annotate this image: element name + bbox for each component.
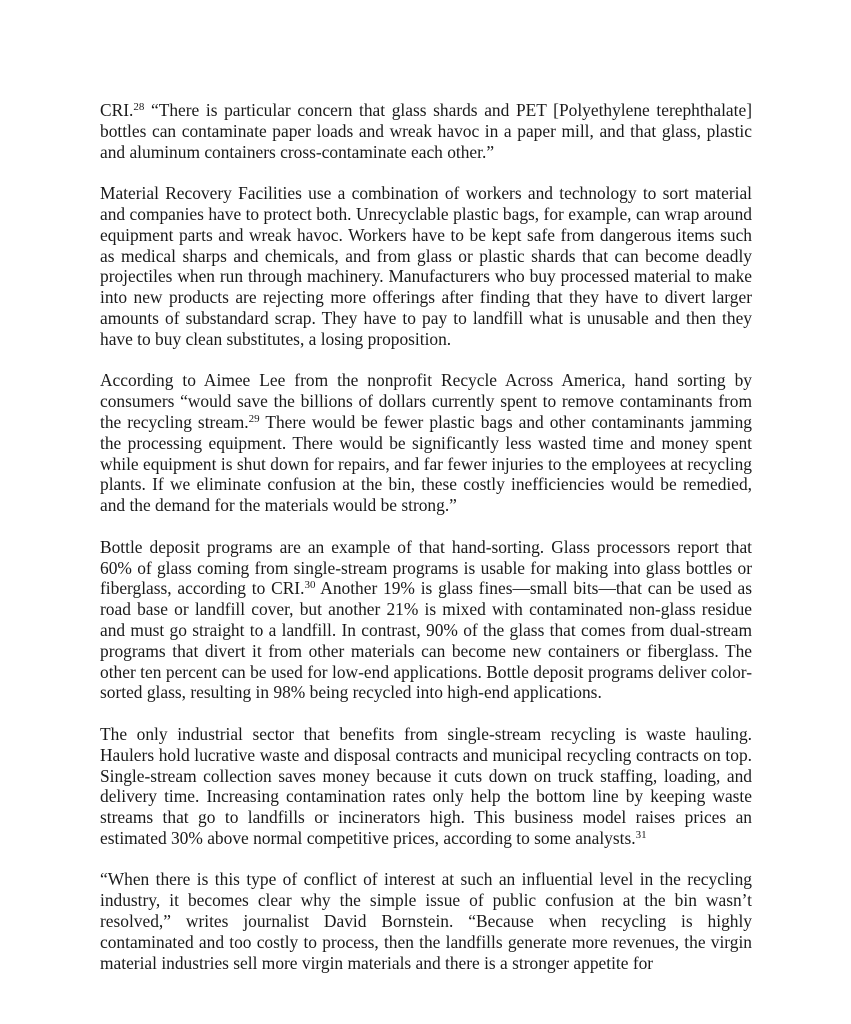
- paragraph-text: Bottle deposit programs are an example of that hand-sorting. Glass processors report that 60% of glass coming from single-stream programs is usable for making into glass bottles or fiberglass, according to CRI.: [100, 536, 752, 599]
- footnote-ref: 28: [133, 101, 145, 113]
- paragraph-text: “There is particular concern that glass shards and PET [Polyethylene terephthalate] bottles can contaminate paper loads and wreak havoc in a paper mill, and that glass, plastic and aluminum containers cross-contaminate each other.”: [100, 100, 752, 162]
- document-body: [100, 100, 752, 994]
- paragraph-text: There would be fewer plastic bags and other contaminants jamming the processing equipment. There would be significantly less wasted time and money spent while equipment is shut down for repairs, and far fewer injuries to the employees at recycling plants. If we eliminate confusion at the bin, these costly inefficiencies would be remedied, and the demand for the materials would be strong.”: [100, 411, 752, 516]
- paragraph-text: Another 19% is glass fines—small bits—that can be used as road base or landfill cover, but another 21% is mixed with contaminated non-glass residue and must go straight to a landfill. In contrast, 90% of the glass that comes from dual-stream programs that divert it from other materials can become new containers or fiberglass. The other ten percent can be used for low-end applications. Bottle deposit programs deliver color-sorted glass, resulting in 98% being recycled into high-end applications.: [100, 578, 752, 703]
- paragraph: [100, 537, 752, 703]
- paragraph: [100, 724, 752, 849]
- paragraph-text: According to Aimee Lee from the nonprofit Recycle Across America, hand sorting by consumers “would save the billions of dollars currently spent to remove contaminants from the recycling stream.: [100, 370, 752, 432]
- paragraph: [100, 183, 752, 349]
- paragraph: [100, 869, 752, 973]
- footnote-ref: 30: [304, 579, 316, 592]
- paragraph-text: Material Recovery Facilities use a combination of workers and technology to sort material and companies have to protect both. Unrecyclable plastic bags, for example, can wrap around equipment parts and wreak havoc. Workers have to be kept safe from dangerous items such as medical sharps and chemicals, and from glass or plastic shards that can become deadly projectiles when run through machinery. Manufacturers who buy processed material to make into new products are rejecting more offerings after finding that they have to divert larger amounts of substandard scrap. They have to pay to landfill what is unusable and then they have to buy clean substitutes, a losing proposition.: [100, 183, 752, 349]
- footnote-ref: 29: [248, 412, 260, 425]
- footnote-ref: 31: [635, 828, 647, 841]
- paragraph: [100, 100, 752, 162]
- paragraph-text: “When there is this type of conflict of interest at such an influential level in the recycling industry, it becomes clear why the simple issue of public confusion at the bin wasn’t resolved,” writes journalist David Bornstein. “Because when recycling is highly contaminated and too costly to process, then the landfills generate more revenues, the virgin material industries sell more virgin materials and there is a stronger appetite for: [100, 869, 752, 973]
- paragraph: [100, 370, 752, 516]
- paragraph-text: The only industrial sector that benefits from single-stream recycling is waste hauling. Haulers hold lucrative waste and disposal contracts and municipal recycling contracts on top. Single-stream collection saves money because it cuts down on truck staffing, loading, and delivery time. Increasing contamination rates only help the bottom line by keeping waste streams that go to landfills or incinerators high. This business model raises prices an estimated 30% above normal competitive prices, according to some analysts.: [100, 723, 752, 848]
- paragraph-text: CRI.: [100, 100, 134, 120]
